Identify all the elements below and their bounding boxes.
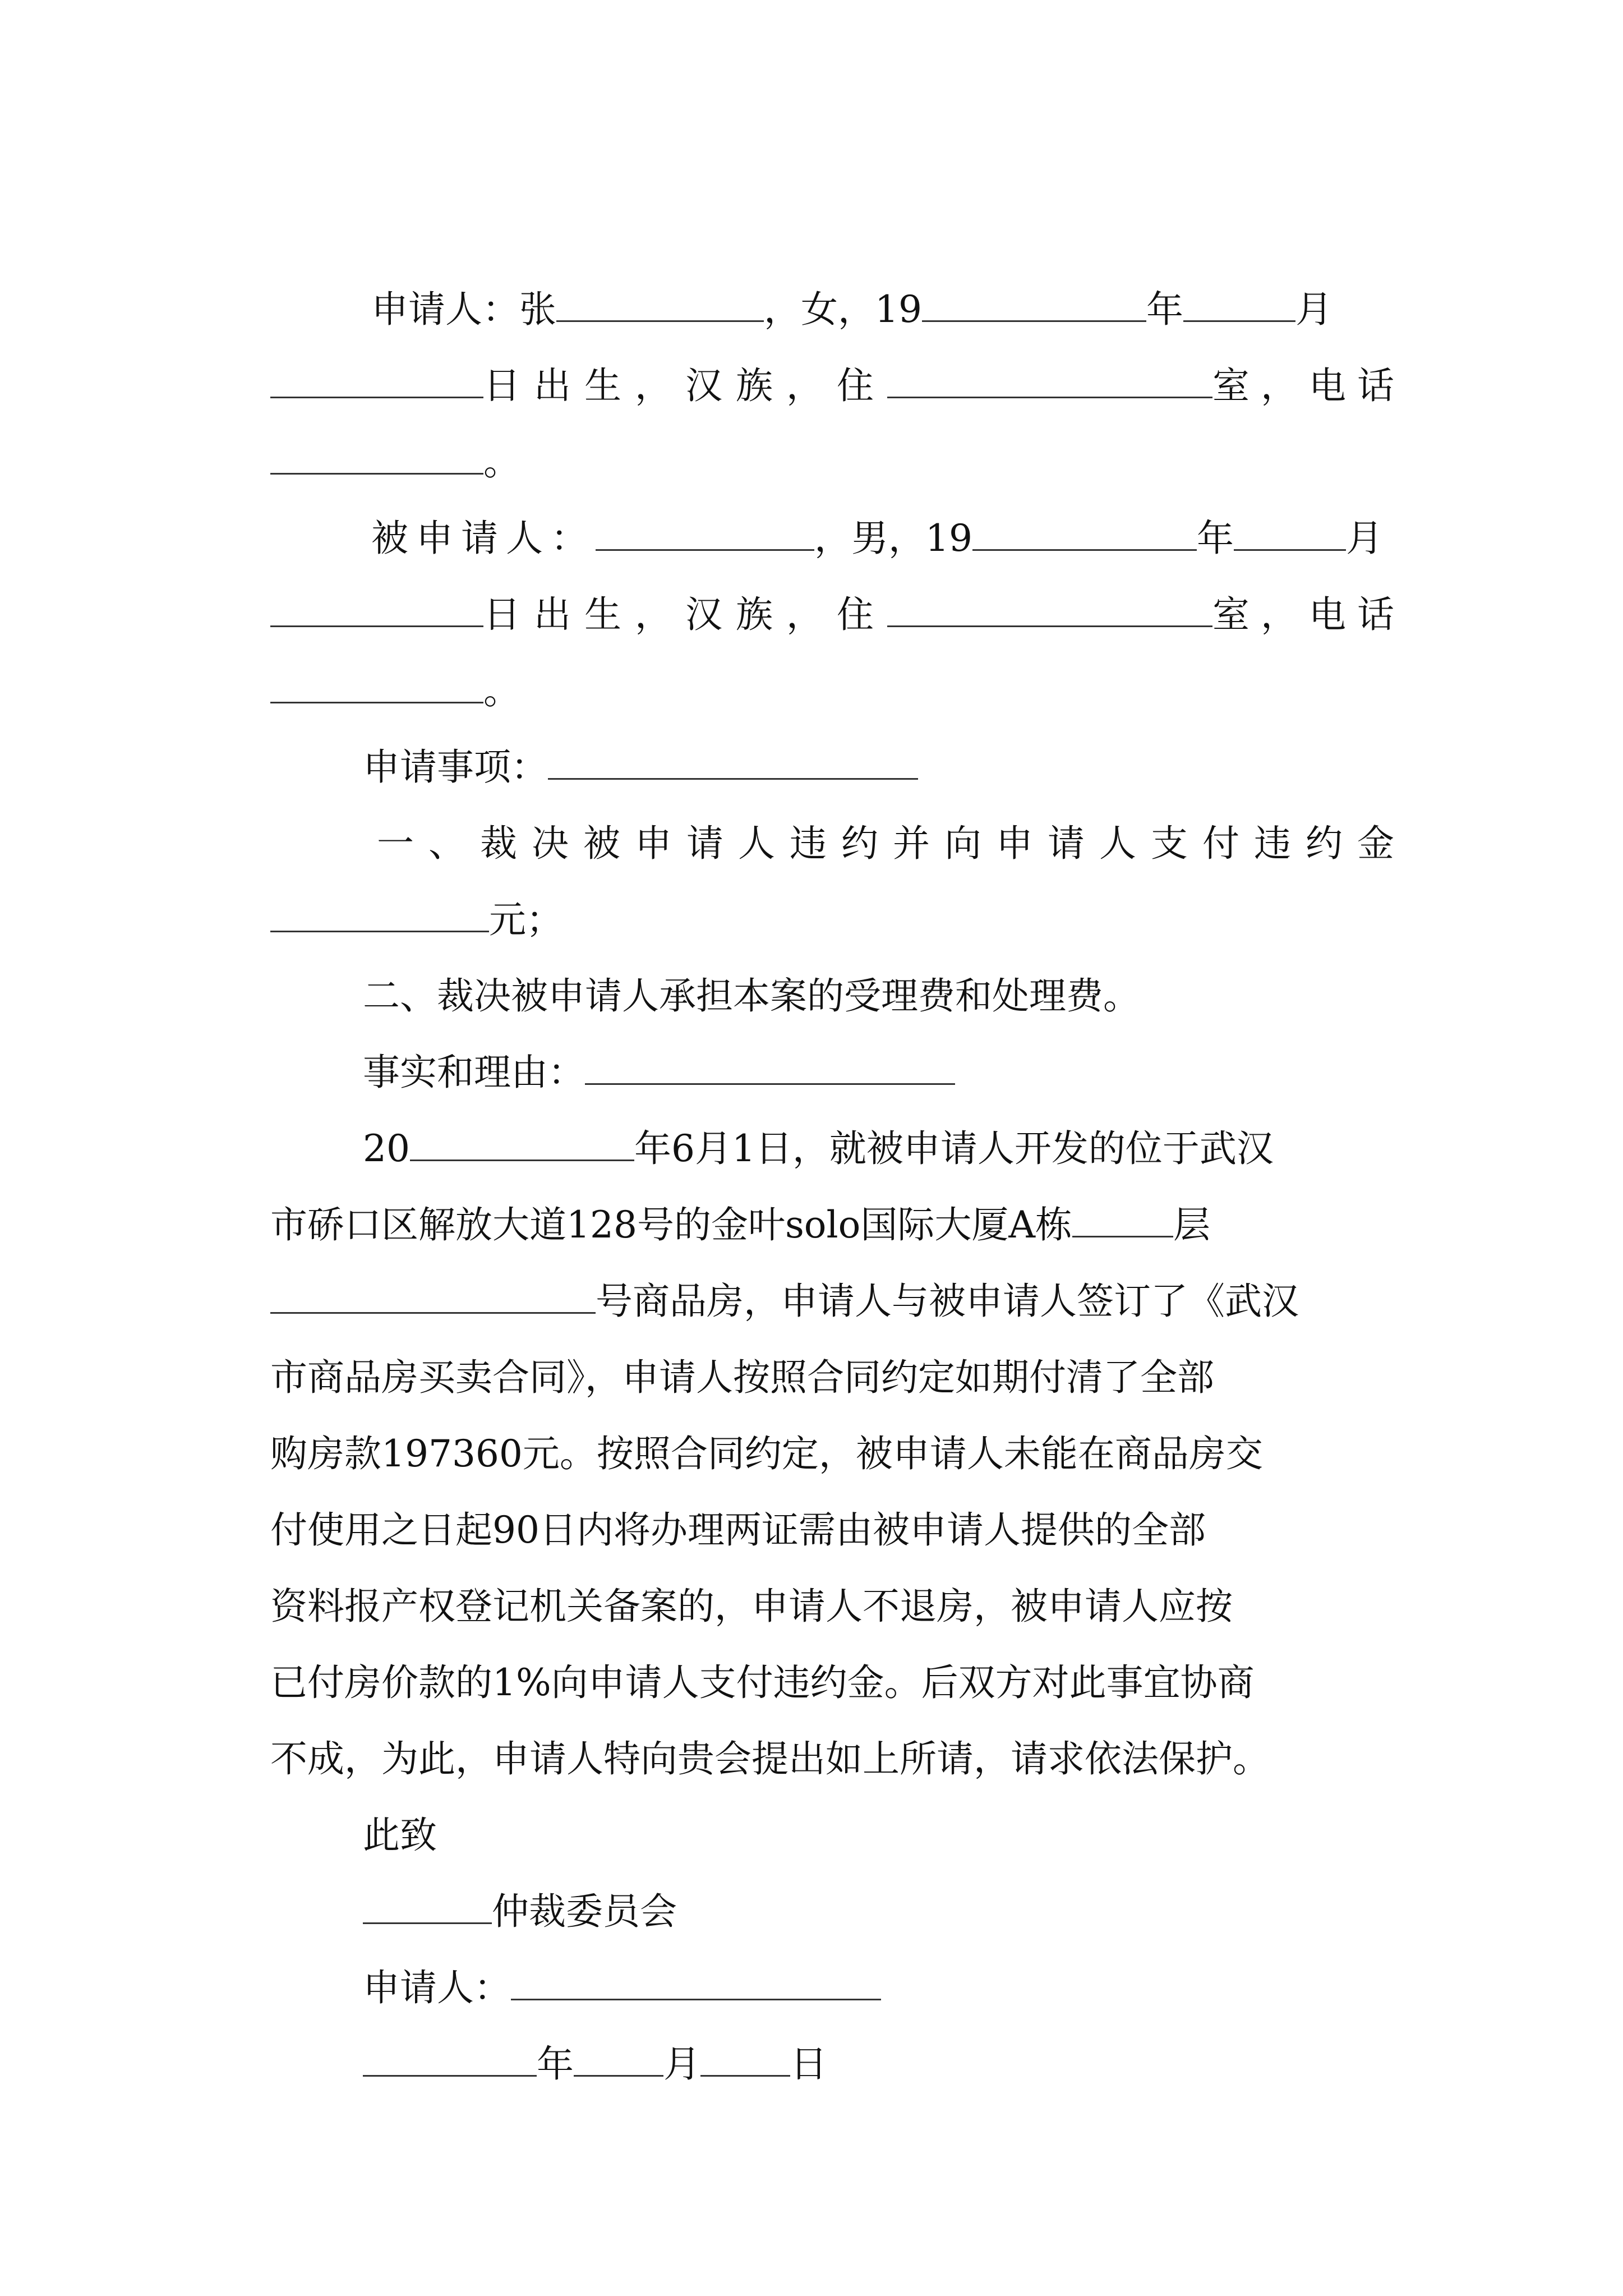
date-day: 日 bbox=[790, 2042, 827, 2086]
facts-line-4-text: 市商品房买卖合同》，申请人按照合同约定如期付清了全部 bbox=[270, 1356, 1214, 1399]
respondent-year: 年 bbox=[1196, 517, 1234, 560]
facts-line-2 bbox=[247, 1124, 1211, 1246]
applicant-year: 年 bbox=[1146, 288, 1183, 331]
matters-item1: 一、裁决被申请人违约并向申请人支付违约金 bbox=[376, 822, 1409, 865]
facts-line-7 bbox=[247, 1506, 1233, 1628]
respondent-line-2 bbox=[247, 514, 1405, 636]
matters-item1-tail: 元； bbox=[488, 898, 563, 941]
respondent-gender: ，男，19 bbox=[814, 517, 972, 560]
applicant-gender: ，女，19 bbox=[763, 288, 922, 331]
facts-line-3 bbox=[247, 1200, 1299, 1323]
respondent-address-blank[interactable] bbox=[887, 592, 1212, 627]
matters-item1-line2 bbox=[247, 819, 563, 941]
respondent-line-3 bbox=[247, 590, 520, 712]
respondent-line-1 bbox=[348, 438, 1383, 560]
date-year-blank[interactable] bbox=[363, 2041, 537, 2077]
matters-heading: 申请事项： bbox=[362, 746, 548, 789]
committee: 仲裁委员会 bbox=[491, 1890, 677, 1933]
applicant-room: 室，电话 bbox=[1212, 364, 1405, 407]
applicant-label: 申请人：张 bbox=[371, 288, 556, 331]
date-line bbox=[339, 1963, 827, 2086]
facts-line-6-text: 付使用之日起90日内将办理两证需由被申请人提供的全部 bbox=[270, 1508, 1206, 1552]
respondent-month: 月 bbox=[1345, 517, 1383, 560]
facts-line-5-text: 购房款197360元。按照合同约定，被申请人未能在商品房交 bbox=[270, 1432, 1263, 1475]
date-month-blank[interactable] bbox=[574, 2041, 663, 2077]
applicant-line-1 bbox=[348, 209, 1332, 331]
applicant-address-blank[interactable] bbox=[887, 363, 1212, 398]
facts-heading-line bbox=[339, 972, 955, 1094]
date-day-blank[interactable] bbox=[700, 2041, 790, 2077]
matters-heading-line bbox=[339, 666, 918, 789]
applicant-line-2 bbox=[247, 285, 1405, 407]
applicant-line-3 bbox=[247, 361, 520, 484]
facts-line-7-text: 资料报产权登记机关备案的，申请人不退房，被申请人应按 bbox=[270, 1585, 1233, 1628]
matters-item2-line bbox=[339, 895, 1140, 1018]
respondent-room: 室，电话 bbox=[1212, 593, 1405, 636]
matters-item1-line1 bbox=[353, 743, 1409, 865]
facts-line-3-text: 号商品房，申请人与被申请人签订了《武汉 bbox=[595, 1280, 1299, 1323]
facts-line-9 bbox=[247, 1658, 1270, 1780]
facts-line-4 bbox=[247, 1277, 1214, 1399]
greeting: 此致 bbox=[362, 1814, 437, 1857]
greeting-line bbox=[339, 1734, 437, 1857]
respondent-birth: 日出生，汉族，住 bbox=[483, 593, 887, 636]
applicant-birth: 日出生，汉族，住 bbox=[483, 364, 887, 407]
facts-line-5 bbox=[247, 1353, 1263, 1475]
date-year: 年 bbox=[536, 2042, 574, 2086]
date-month: 月 bbox=[663, 2042, 700, 2086]
facts-heading: 事实和理由： bbox=[362, 1051, 585, 1094]
facts-line-6 bbox=[247, 1429, 1206, 1552]
committee-line bbox=[339, 1811, 677, 1933]
applicant-end: 。 bbox=[483, 440, 520, 484]
facts-line-8 bbox=[247, 1582, 1255, 1704]
facts-line-9-text: 不成，为此，申请人特向贵会提出如上所请，请求依法保护。 bbox=[270, 1737, 1270, 1780]
signer-label: 申请人： bbox=[362, 1966, 511, 2009]
applicant-month: 月 bbox=[1295, 288, 1332, 331]
respondent-label: 被申请人： bbox=[371, 517, 596, 560]
signer-line bbox=[339, 1887, 881, 2009]
facts-line-1-text: 年6月1日，就被申请人开发的位于武汉 bbox=[634, 1127, 1274, 1170]
facts-line-1 bbox=[339, 1048, 1274, 1170]
respondent-end: 。 bbox=[483, 669, 520, 712]
facts-line-8-text: 已付房价款的1%向申请人支付违约金。后双方对此事宜协商 bbox=[270, 1661, 1255, 1704]
matters-item2: 二、裁决被申请人承担本案的受理费和处理费。 bbox=[362, 974, 1140, 1018]
facts-year-prefix: 20 bbox=[362, 1127, 410, 1170]
facts-line-2-tail: 层 bbox=[1173, 1203, 1211, 1246]
facts-line-2-text: 市硚口区解放大道128号的金叶solo国际大厦A栋 bbox=[270, 1203, 1073, 1246]
